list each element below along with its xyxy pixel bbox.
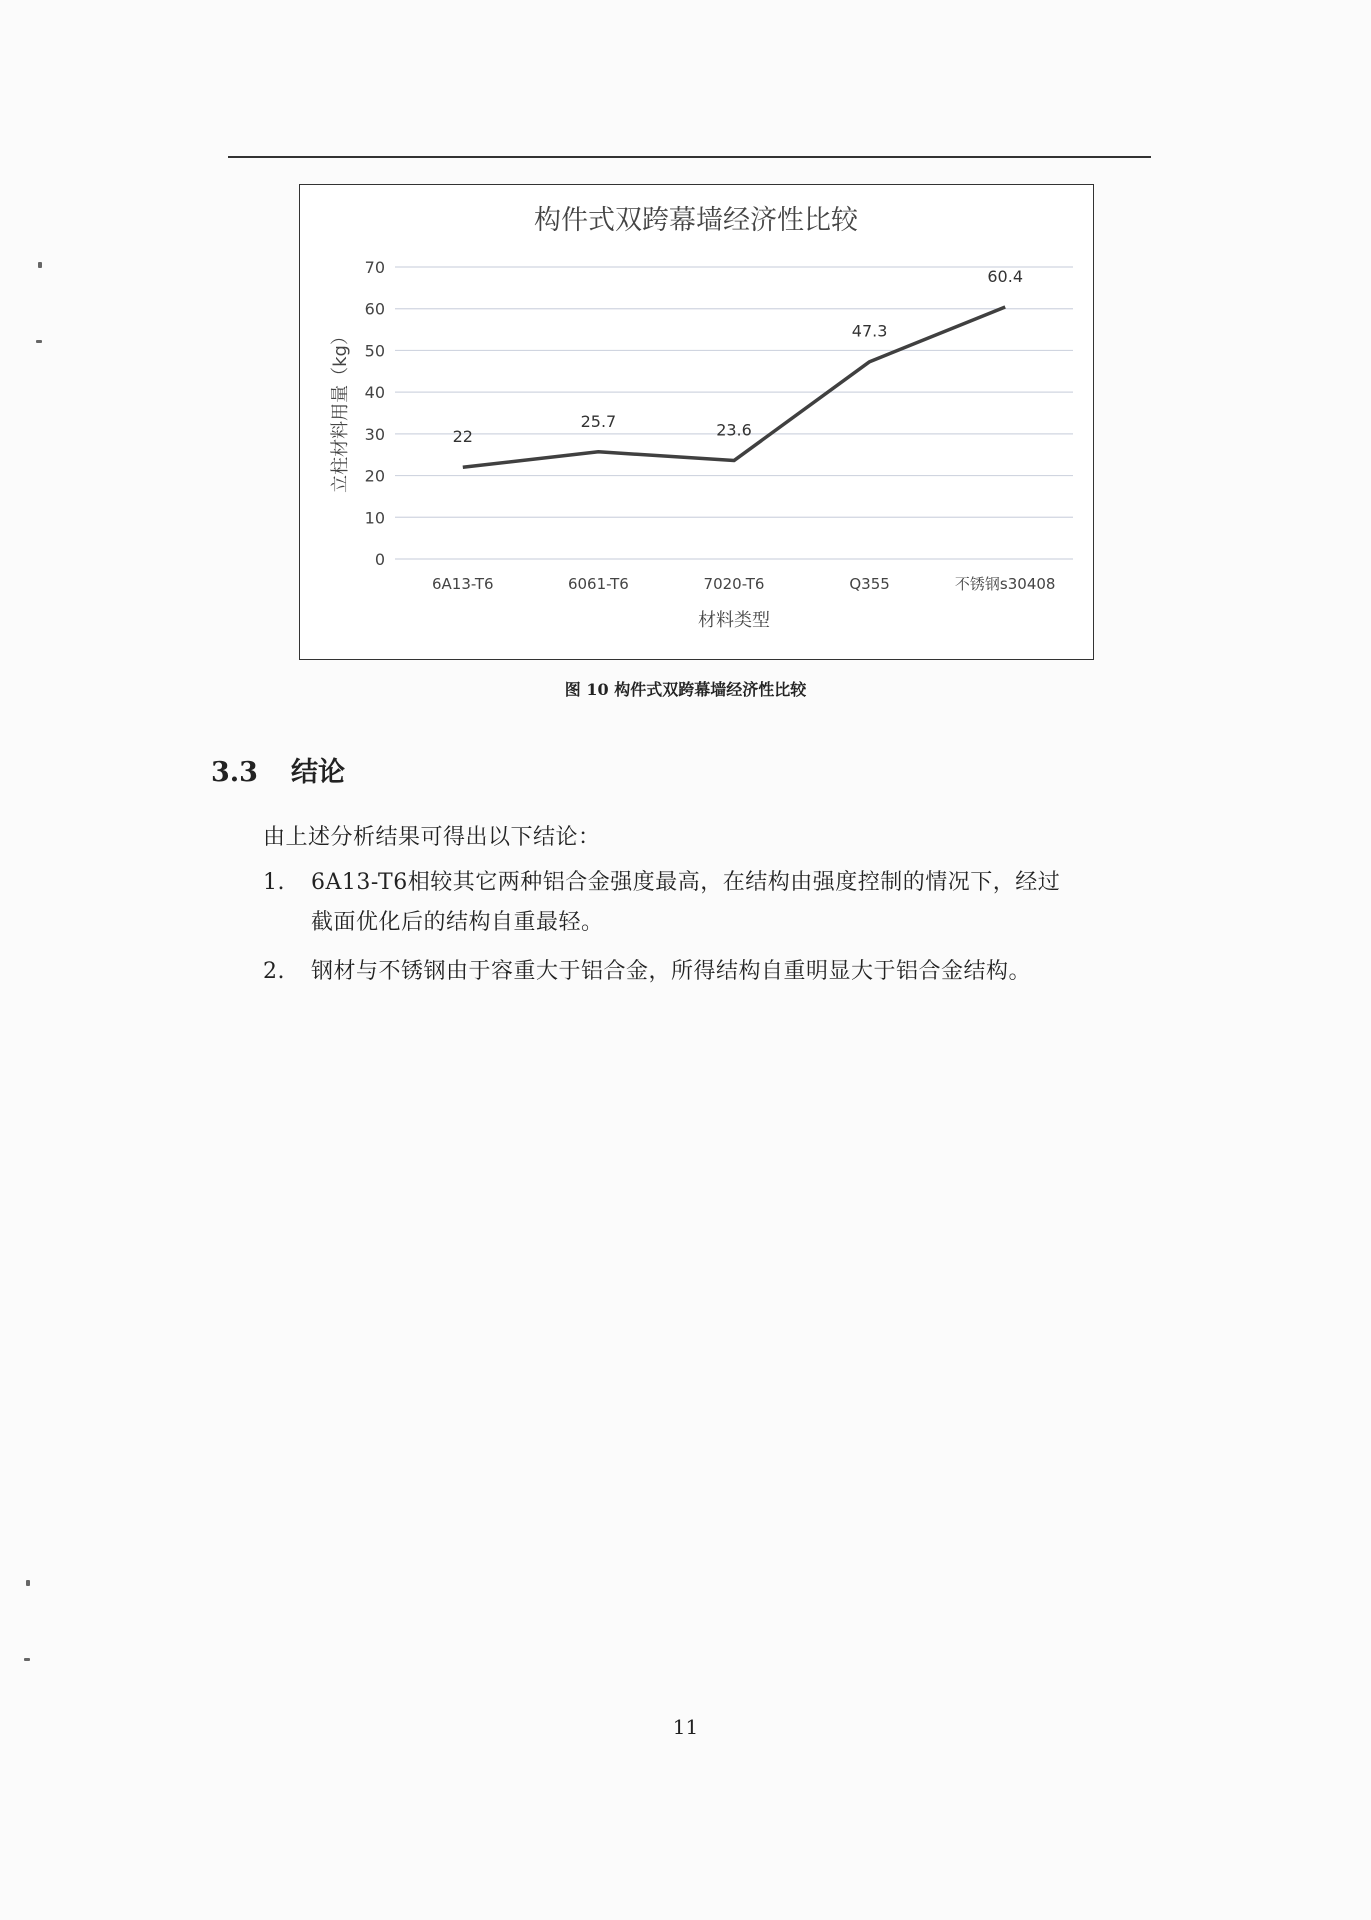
header-rule bbox=[228, 156, 1151, 158]
chart-frame bbox=[299, 184, 1094, 660]
data-label: 60.4 bbox=[987, 267, 1024, 287]
page-number: 11 bbox=[672, 1715, 699, 1739]
scan-mark bbox=[36, 340, 42, 343]
section-heading bbox=[211, 750, 345, 789]
section-number: 3.3 bbox=[211, 757, 258, 788]
intro-paragraph: 由上述分析结果可得出以下结论： bbox=[263, 825, 601, 850]
data-label: 22 bbox=[452, 427, 473, 447]
list-text-line: 钢材与不锈钢由于容重大于铝合金，所得结构自重明显大于铝合金结构。 bbox=[311, 959, 1032, 984]
data-label: 23.6 bbox=[716, 420, 752, 440]
x-tick-label: 6A13-T6 bbox=[431, 575, 494, 593]
scan-mark bbox=[24, 1658, 30, 1661]
figure-caption: 图 10 构件式双跨幕墙经济性比较 bbox=[564, 680, 807, 699]
y-tick-label: 20 bbox=[364, 466, 385, 486]
y-tick-label: 50 bbox=[364, 341, 385, 361]
series-line bbox=[463, 307, 1005, 467]
x-axis-label: 材料类型 bbox=[698, 610, 770, 631]
section-title: 结论 bbox=[291, 757, 345, 788]
y-tick-label: 30 bbox=[364, 424, 385, 444]
data-label: 47.3 bbox=[851, 321, 888, 341]
y-tick-label: 40 bbox=[364, 383, 385, 403]
scan-mark bbox=[38, 262, 42, 268]
y-tick-label: 60 bbox=[364, 299, 385, 319]
y-tick-label: 70 bbox=[364, 258, 385, 277]
x-tick-label: Q355 bbox=[849, 575, 890, 593]
x-tick-label: 6061-T6 bbox=[567, 575, 629, 593]
list-number: 2. bbox=[263, 959, 285, 984]
x-tick-label: 7020-T6 bbox=[703, 575, 765, 593]
data-label: 25.7 bbox=[580, 411, 617, 431]
chart-title: 构件式双跨幕墙经济性比较 bbox=[534, 205, 858, 236]
scan-mark bbox=[26, 1580, 30, 1586]
y-tick-label: 0 bbox=[374, 550, 385, 569]
list-text-line: 截面优化后的结构自重最轻。 bbox=[311, 910, 604, 935]
y-tick-label: 10 bbox=[364, 508, 385, 528]
y-axis-label: 立柱材料用量（kg） bbox=[330, 327, 351, 493]
list-number: 1. bbox=[263, 870, 285, 895]
list-text-line: 6A13-T6相较其它两种铝合金强度最高，在结构由强度控制的情况下，经过 bbox=[311, 870, 1061, 895]
line-chart bbox=[300, 185, 1092, 658]
x-tick-label: 不锈钢s30408 bbox=[954, 575, 1056, 593]
